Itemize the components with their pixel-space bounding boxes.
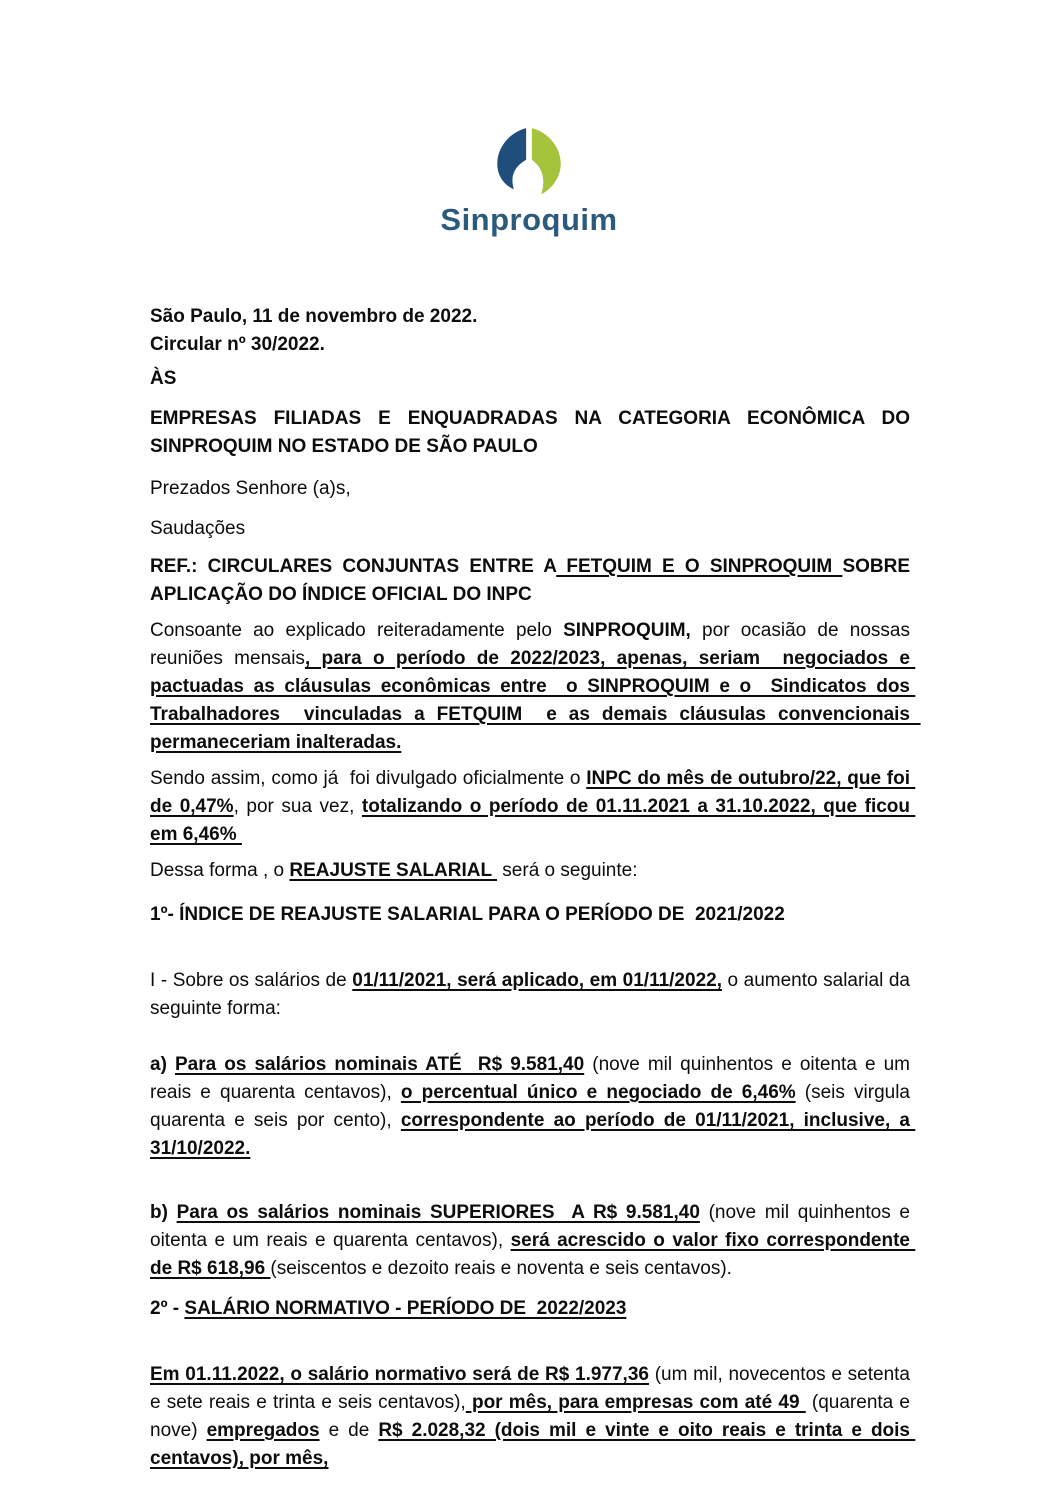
text-run: I - Sobre os salários de (150, 970, 353, 991)
text-run: , para o período de 2022/2023, apenas, seriam negociados e pactuadas as cláusulas econômicas entre o SINPROQUIM e o Sindicatos dos Trabalhadores vinculadas a FETQUIM e as demais cláusulas convencionais permaneceriam inalteradas. (150, 648, 921, 753)
text-run: Saudações (150, 518, 246, 539)
greeting (150, 475, 910, 503)
text-run: Dessa forma , o (150, 860, 290, 881)
text-run: (seiscentos e dezoito reais e noventa e seis centavos). (270, 1258, 732, 1279)
text-run: (nove mil quinhentos e oitenta e um reais e quarenta centavos), (150, 1202, 916, 1251)
text-run: por mês, para empresas com até 49 (465, 1392, 806, 1413)
logo-right-petal (532, 128, 561, 194)
text-run: 2º - (150, 1298, 185, 1319)
date-line (150, 303, 910, 331)
text-run: Para os salários nominais SUPERIORES A R$ 9.581,40 (176, 1202, 700, 1223)
salutation-as (150, 365, 910, 393)
text-run: (um mil, novecentos e setenta e sete reais e trinta e seis centavos), (150, 1364, 916, 1413)
text-run: , por sua vez, (233, 796, 362, 817)
text-run: (nove mil quinhentos e oitenta e um reais e quarenta centavos), (150, 1054, 916, 1103)
text-run: totalizando o período de 01.11.2021 a 31.10.2022, que ficou em 6,46% (150, 796, 916, 845)
text-run: R$ 2.028,32 (dois mil e vinte e oito reais e trinta e dois centavos), por mês, (150, 1420, 916, 1469)
text-run: REF.: (150, 556, 208, 577)
text-run: São Paulo, 11 de novembro de 2022. (150, 306, 478, 327)
text-run: (seis virgula quarenta e seis por cento), (150, 1082, 916, 1131)
para-salario-normativo (150, 1361, 916, 1473)
text-run: será acrescido o valor fixo correspondente de R$ 618,96 (150, 1230, 916, 1279)
para-consoante (150, 617, 921, 757)
para-item-i (150, 967, 916, 1023)
logo-wordmark: Sinproquim (440, 202, 618, 237)
text-run: Consoante ao explicado reiteradamente pelo (150, 620, 564, 641)
text-run: (quarenta e nove) (150, 1392, 916, 1441)
para-item-b (150, 1199, 916, 1283)
para-inpc (150, 765, 916, 849)
text-run: ÀS (150, 368, 177, 389)
text-run: SINPROQUIM, (563, 620, 691, 641)
text-run: Para os salários nominais ATÉ R$ 9.581,40 (174, 1054, 585, 1075)
reference-subject (150, 553, 915, 609)
text-run: o percentual único e negociado de 6,46% (400, 1082, 796, 1103)
text-run: SALÁRIO NORMATIVO - PERÍODO DE 2022/2023 (184, 1298, 627, 1319)
circular-number (150, 331, 910, 359)
text-run: Prezados Senhore (a)s, (150, 478, 351, 499)
text-run: SOBRE APLICAÇÃO DO ÍNDICE OFICIAL DO INPC (150, 556, 915, 605)
heading-salario-normativo (150, 1295, 910, 1323)
letter-body (150, 303, 921, 1473)
text-run: INPC do mês de outubro/22, que foi de 0,47% (150, 768, 916, 817)
text-run: Circular nº 30/2022. (150, 334, 325, 355)
text-run: FETQUIM E O SINPROQUIM (556, 556, 843, 577)
text-run: Em 01.11.2022, o salário normativo será de R$ 1.977,36 (150, 1364, 649, 1385)
text-run: 1º- ÍNDICE DE REAJUSTE SALARIAL PARA O PERÍODO DE 2021/2022 (150, 904, 785, 925)
text-run: será o seguinte: (497, 860, 638, 881)
salutations (150, 515, 910, 543)
text-run: 01/11/2021, será aplicado, em 01/11/2022, (352, 970, 722, 991)
text-run: a) (150, 1054, 175, 1075)
addressee (150, 405, 916, 461)
text-run: EMPRESAS FILIADAS E ENQUADRADAS NA CATEGORIA ECONÔMICA DO SINPROQUIM NO ESTADO DE SÃO PAULO (150, 408, 916, 457)
text-run: o aumento salarial da seguinte forma: (150, 970, 916, 1019)
text-run: correspondente ao período de 01/11/2021, inclusive, a 31/10/2022. (150, 1110, 916, 1159)
sinproquim-logo (0, 0, 1058, 237)
text-run: CIRCULARES CONJUNTAS ENTRE A (207, 556, 557, 577)
logo-leaves-icon (493, 126, 565, 198)
text-run: e de (319, 1420, 379, 1441)
para-item-a (150, 1051, 916, 1163)
text-run: b) (150, 1202, 177, 1223)
logo-left-petal (497, 128, 526, 189)
text-run: por ocasião de nossas reuniões mensais (150, 620, 916, 669)
text-run: empregados (206, 1420, 320, 1441)
heading-indice-reajuste (150, 901, 910, 929)
text-run: Sendo assim, como já foi divulgado oficialmente o (150, 768, 587, 789)
para-reajuste-intro (150, 857, 910, 885)
text-run: REAJUSTE SALARIAL (289, 860, 498, 881)
